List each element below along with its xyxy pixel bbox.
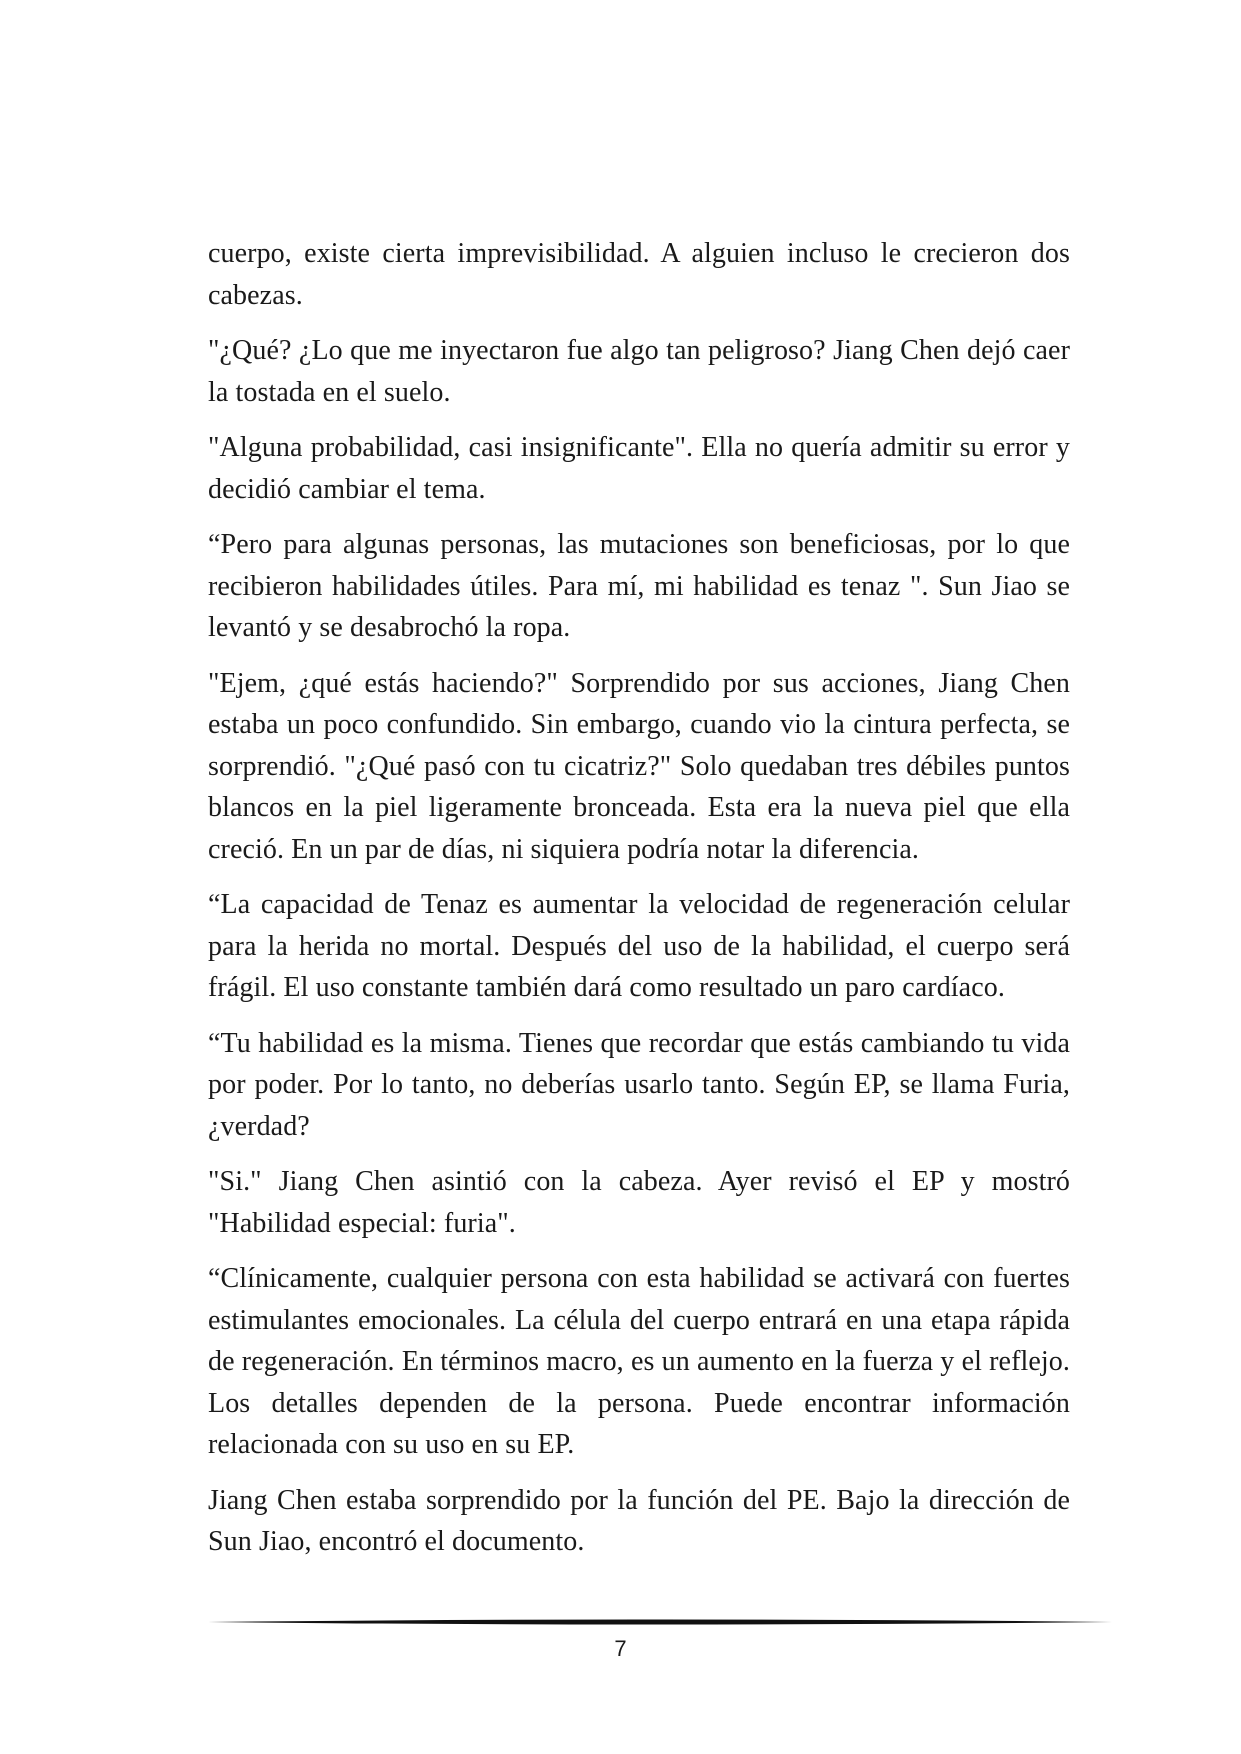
paragraph: “Tu habilidad es la misma. Tienes que recordar que estás cambiando tu vida por poder. Por lo tanto, no deberías usarlo tanto. Según EP, se llama Furia, ¿verdad?	[208, 1027, 1070, 1142]
footer-divider	[208, 1618, 1112, 1626]
paragraph: "Si." Jiang Chen asintió con la cabeza. Ayer revisó el EP y mostró "Habilidad especial: furia".	[208, 1166, 1070, 1239]
page-number: 7	[614, 1636, 627, 1661]
paragraph: "Alguna probabilidad, casi insignificante". Ella no quería admitir su error y decidió cambiar el tema.	[208, 432, 1070, 505]
paragraph: "Ejem, ¿qué estás haciendo?" Sorprendido por sus acciones, Jiang Chen estaba un poco confundido. Sin embargo, cuando vio la cintura perfecta, se sorprendió. "¿Qué pasó con tu cicatriz?" Solo quedaban tres débiles puntos blancos en la piel ligeramente bronceada. Esta era la nueva piel que ella creció. En un par de días, ni siquiera podría notar la diferencia.	[208, 667, 1070, 865]
body-text	[208, 233, 1070, 1577]
paragraph: cuerpo, existe cierta imprevisibilidad. A alguien incluso le crecieron dos cabezas.	[208, 238, 1070, 311]
paragraph: “Pero para algunas personas, las mutaciones son beneficiosas, por lo que recibieron habilidades útiles. Para mí, mi habilidad es tenaz ". Sun Jiao se levantó y se desabrochó la ropa.	[208, 529, 1070, 643]
paragraph: “Clínicamente, cualquier persona con esta habilidad se activará con fuertes estimulantes emocionales. La célula del cuerpo entrará en una etapa rápida de regeneración. En términos macro, es un aumento en la fuerza y el reflejo. Los detalles dependen de la persona. Puede encontrar información relacionada con su uso en su EP.	[208, 1263, 1070, 1460]
paragraph: “La capacidad de Tenaz es aumentar la velocidad de regeneración celular para la herida no mortal. Después del uso de la habilidad, el cuerpo será frágil. El uso constante también dará como resultado un paro cardíaco.	[208, 889, 1070, 1003]
paragraph: Jiang Chen estaba sorprendido por la función del PE. Bajo la dirección de Sun Jiao, encontró el documento.	[208, 1484, 1070, 1557]
paragraph: "¿Qué? ¿Lo que me inyectaron fue algo tan peligroso? Jiang Chen dejó caer la tostada en el suelo.	[208, 335, 1070, 408]
